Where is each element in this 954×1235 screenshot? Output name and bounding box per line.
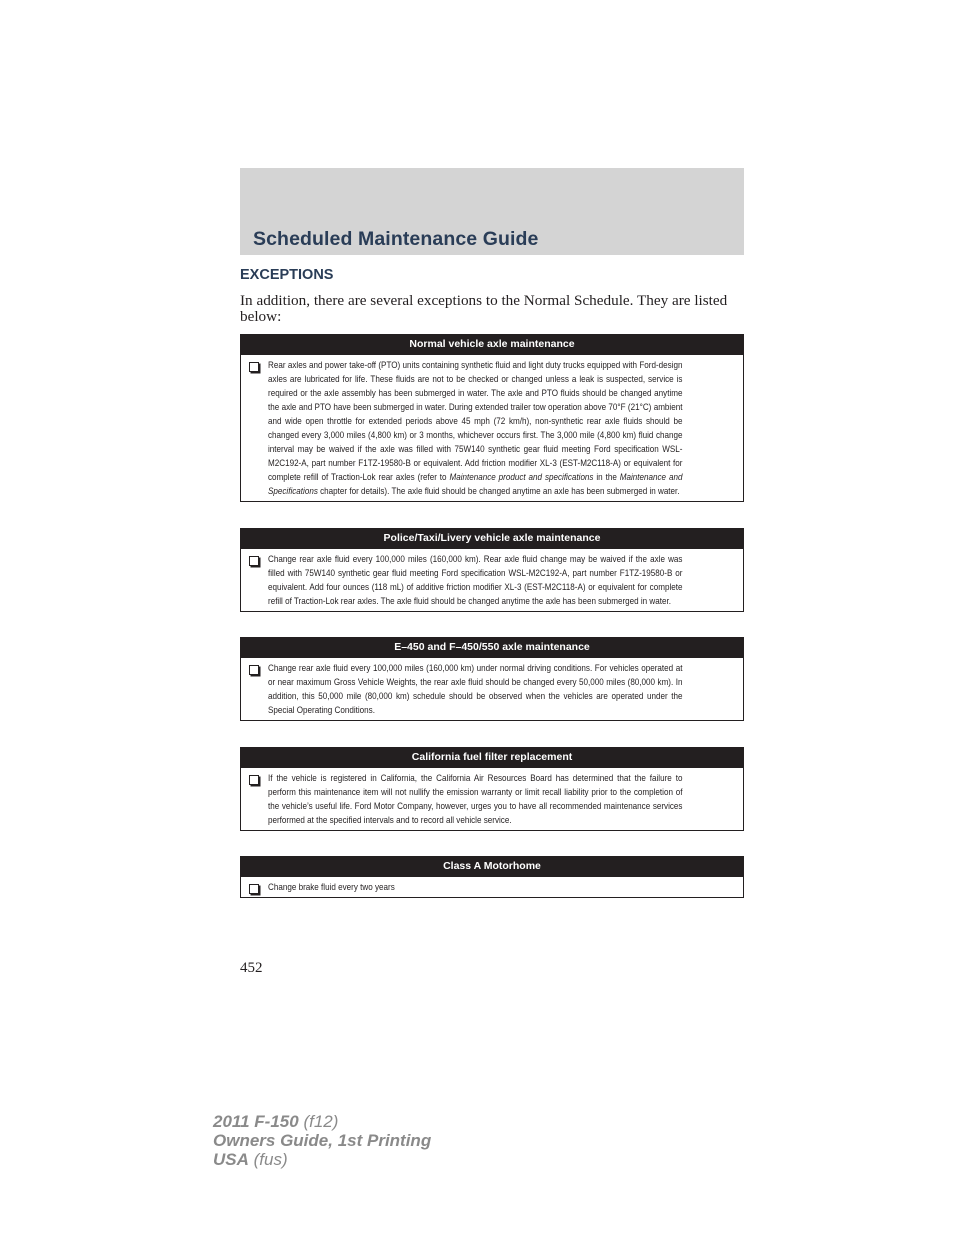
box-item (241, 355, 743, 501)
text-italic: Maintenance product and specifications (449, 472, 594, 482)
box-title: Class A Motorhome (241, 857, 743, 877)
box-item (241, 658, 743, 720)
checkbox-icon (249, 362, 259, 372)
box-title: Normal vehicle axle maintenance (241, 335, 743, 355)
footer-model: 2011 F-150 (213, 1112, 299, 1131)
footer-code: (f12) (303, 1112, 339, 1131)
text-part: chapter for details). The axle fluid should be changed anytime an axle has been submerged in water. (320, 486, 680, 496)
box-title: Police/Taxi/Livery vehicle axle maintenance (241, 529, 743, 549)
footer-line (213, 1112, 431, 1131)
box-title: E–450 and F–450/550 axle maintenance (241, 638, 743, 658)
section-heading: EXCEPTIONS (240, 267, 334, 283)
footer-market-code: (fus) (253, 1150, 288, 1169)
maintenance-box-police-taxi (240, 528, 744, 612)
footer-line: Owners Guide, 1st Printing (213, 1131, 432, 1150)
maintenance-box-e450-f450 (240, 637, 744, 721)
page-title: Scheduled Maintenance Guide (253, 228, 539, 250)
footer-market: USA (213, 1150, 249, 1169)
header-band (240, 168, 744, 255)
checkbox-icon (249, 556, 259, 566)
box-text: Change rear axle fluid every 100,000 miles (160,000 km). Rear axle fluid change may be waived if the axle was filled with 75W140 synthetic gear fluid meeting Ford specification WSL-M2C192-A, part number F1TZ-19580-B or equivalent. Add four ounces (118 mL) of additive friction modifier XL-3 (EST-M2C118-A) or equivalent for complete refill of Traction-Lok rear axles. The axle fluid should be changed anytime the axle has been submerged in water. (268, 554, 683, 606)
text-italic: Maintenance and Specifications (268, 472, 683, 496)
text-part: in the (596, 472, 617, 482)
footer-imprint (213, 1112, 431, 1169)
page-number: 452 (240, 960, 263, 976)
text-part: Rear axles and power take-off (PTO) units containing synthetic fluid and light duty trucks equipped with Ford-design axles are lubricated for life. These fluids are not to be checked or changed unless a leak is suspected, service is required or the axle assembly has been submerged in water. The axle and PTO fluids should be changed anytime the axle and PTO have been submerged in water. During extended trailer tow operation above 70°F (21°C) ambient and wide open throttle for extended periods above 45 mph (72 km/h), non-synthetic rear axle fluids should be changed every 3,000 miles (4,800 km) or 3 months, whichever occurs first. The 3,000 mile (4,800 km) fluid change interval may be waived if the axle was filled with 75W140 synthetic gear fluid meeting Ford specification WSL-M2C192-A, part number F1TZ-19580-B or equivalent. Add friction modifier XL-3 (EST-M2C118-A) or equivalent for complete refill of Traction-Lok rear axles (refer to (268, 360, 683, 482)
checkbox-icon (249, 884, 259, 894)
box-text: Change rear axle fluid every 100,000 miles (160,000 km) under normal driving conditions. For vehicles operated at or near maximum Gross Vehicle Weights, the rear axle fluid should be changed every 50,000 miles (80,000 km). In addition, this 50,000 mile (80,000 km) schedule should be observed when the vehicles are operated under the Special Operating Conditions. (268, 663, 683, 715)
checkbox-icon (249, 775, 259, 785)
maintenance-box-motorhome (240, 856, 744, 898)
maintenance-box-normal-axle (240, 334, 744, 502)
box-item (241, 877, 743, 897)
maintenance-box-california-fuel (240, 747, 744, 831)
box-title: California fuel filter replacement (241, 748, 743, 768)
box-text: Change brake fluid every two years (268, 882, 395, 892)
box-item (241, 768, 743, 830)
box-item (241, 549, 743, 611)
checkbox-icon (249, 665, 259, 675)
box-text: If the vehicle is registered in California, the California Air Resources Board has determined that the failure to perform this maintenance item will not nullify the emission warranty or limit recall liability prior to the completion of the vehicle’s useful life. Ford Motor Company, however, urges you to have all recommended maintenance services performed at the specified intervals and to record all vehicle service. (268, 773, 683, 825)
intro-paragraph: In addition, there are several exceptions to the Normal Schedule. They are listed below: (240, 292, 728, 325)
footer-line (213, 1150, 431, 1169)
box-text (268, 358, 682, 498)
